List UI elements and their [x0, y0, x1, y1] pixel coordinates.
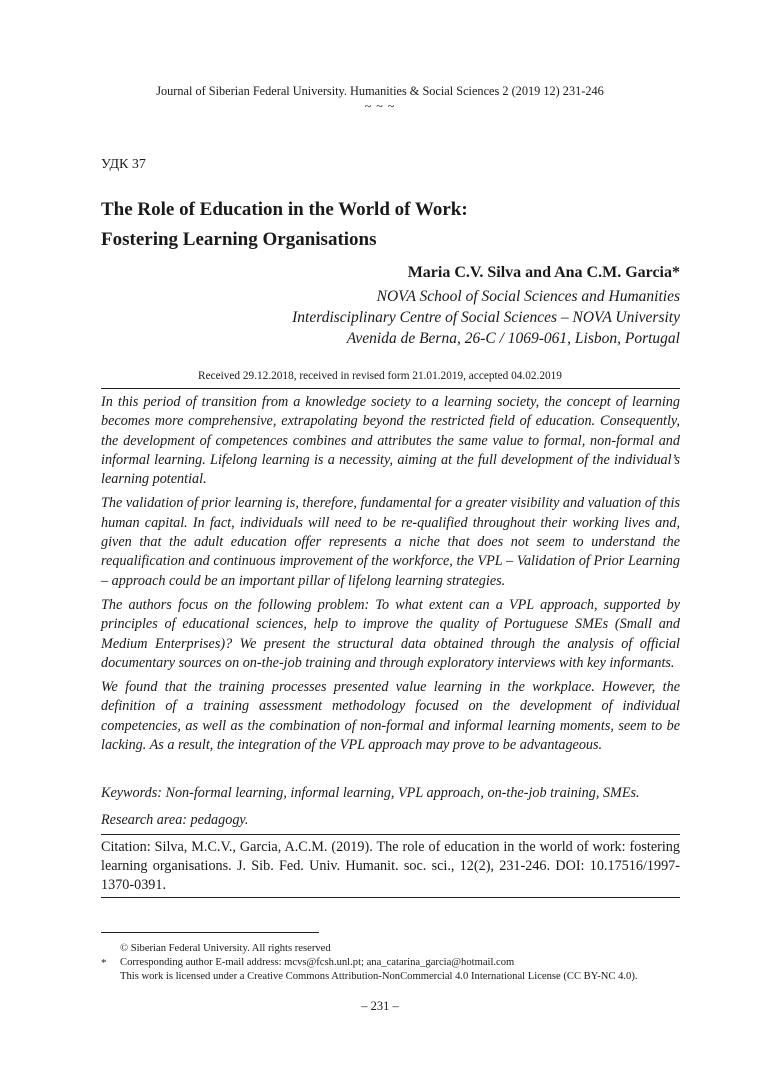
footnote-copyright: © Siberian Federal University. All rights reserved — [120, 943, 331, 954]
abstract-top-rule — [101, 388, 680, 389]
footnote-license: This work is licensed under a Creative Commons Attribution-NonCommercial 4.0 International License (CC BY-NC 4.0). — [120, 971, 638, 982]
udk-code: УДК 37 — [101, 157, 146, 172]
footnote-rule — [101, 932, 319, 933]
abstract-paragraph-4: We found that the training processes presented value learning in the workplace. However, the definition of a training assessment methodology focused on the development of individual competencies, as well as the combination of non-formal and informal learning moments, seem to be lacking. As a result, the integration of the VPL approach may prove to be advantageous. — [101, 679, 680, 754]
citation-top-rule — [101, 834, 680, 835]
footnote-star: * — [101, 957, 107, 969]
affiliation-line-1: NOVA School of Social Sciences and Humanities — [376, 288, 680, 305]
abstract-paragraph-1: In this period of transition from a knowledge society to a learning society, the concept of learning becomes more comprehensive, extrapolating beyond the restricted field of education. Consequently, the development of competences combines and attributes the same value to formal, non-formal and informal learning. Lifelong learning is a necessity, aiming at the full development of the individual’s learning potential. — [101, 394, 680, 488]
citation-bottom-rule — [101, 897, 680, 898]
received-dates: Received 29.12.2018, received in revised form 21.01.2019, accepted 04.02.2019 — [198, 370, 562, 382]
abstract — [101, 393, 680, 760]
paper-title — [101, 195, 701, 255]
journal-header: Journal of Siberian Federal University. Humanities & Social Sciences 2 (2019 12) 231-246 — [156, 84, 604, 98]
keywords: Keywords: Non-formal learning, informal learning, VPL approach, on-the-job training, SMEs. — [101, 785, 640, 801]
citation: Citation: Silva, M.C.V., Garcia, A.C.M. (2019). The role of education in the world of work: fostering learning organisations. J. Sib. Fed. Univ. Humanit. soc. sci., 12(2), 231-246. DOI: 10.17516/1997-1370-0391. — [101, 839, 680, 893]
abstract-paragraph-3: The authors focus on the following problem: To what extent can a VPL approach, supported by principles of educational sciences, help to improve the quality of Portuguese SMEs (Small and Medium Enterprises)? We present the structural data obtained through the analysis of official documentary sources on on-the-job training and through exploratory interviews with key informants. — [101, 596, 680, 671]
abstract-paragraph-2: The validation of prior learning is, therefore, fundamental for a greater visibility and valuation of this human capital. In fact, individuals will need to be re-qualified throughout their working lives and, given that the adult education offer represents a niche that does not seem to understand the requalification and continuous improvement of the workforce, the VPL – Validation of Prior Learning – approach could be an important pillar of lifelong learning strategies. — [101, 495, 680, 589]
authors: Maria C.V. Silva and Ana C.M. Garcia* — [407, 264, 680, 281]
research-area: Research area: pedagogy. — [101, 812, 249, 828]
page-number: – 231 – — [361, 999, 399, 1013]
affiliation-line-2: Interdisciplinary Centre of Social Sciences – NOVA University — [292, 309, 680, 326]
title-line-1: The Role of Education in the World of Work: — [101, 199, 468, 220]
header-separator: ~ ~ ~ — [364, 99, 396, 113]
affiliation-line-3: Avenida de Berna, 26-C / 1069-061, Lisbon, Portugal — [346, 330, 680, 347]
title-line-2: Fostering Learning Organisations — [101, 229, 377, 250]
footnote-email: Corresponding author E-mail address: mcvs@fcsh.unl.pt; ana_catarina_garcia@hotmail.com — [120, 957, 515, 968]
